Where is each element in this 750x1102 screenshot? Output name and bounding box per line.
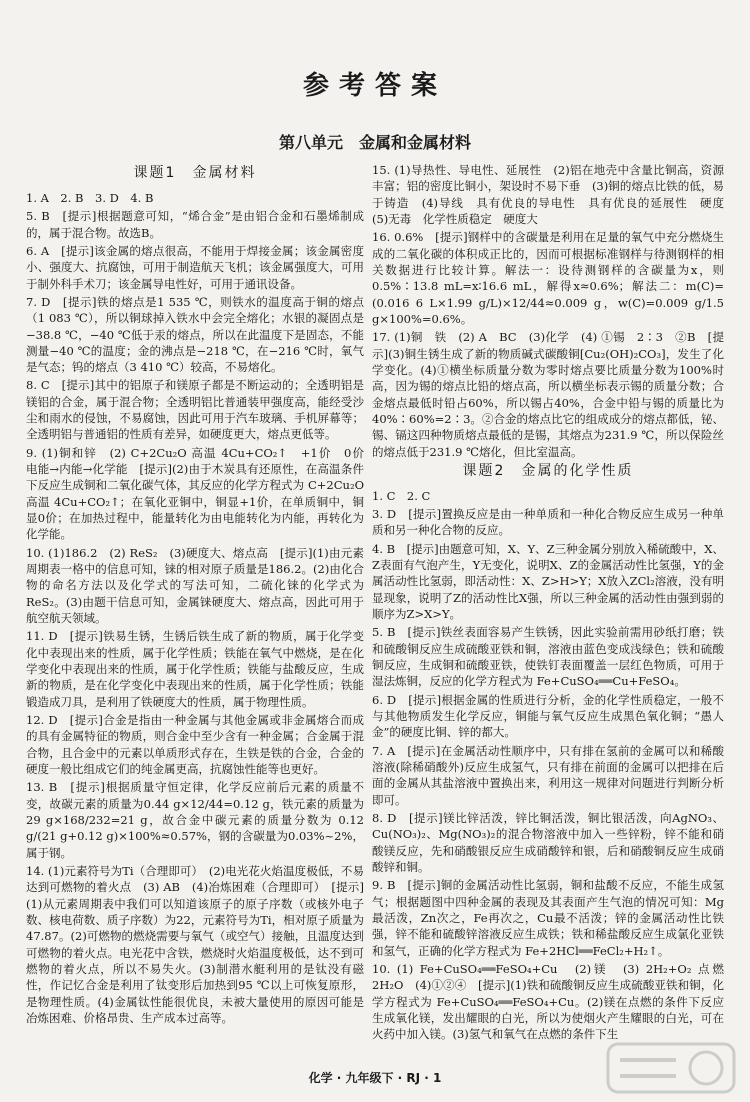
answer-item: 7. D [提示]铁的熔点是1 535 ℃，则铁水的温度高于铜的熔点（1 083 ℃），所以铜球掉入铁水中会完全熔化；水银的凝固点是−38.8 ℃，−40 ℃低于汞的熔点，所以在此温度下是固态，不能测量−40 ℃的温度；金的沸点是−218 ℃，在−216 ℃时，氧气是气态；钨的熔点（3 410 ℃）较高，不易熔化。 xyxy=(26,294,364,375)
answer-item: 11. D [提示]铁易生锈，生锈后铁生成了新的物质，属于化学变化中表现出来的性质，属于化学性质；铁能在氧气中燃烧，是在化学变化中表现出来的性质，属于化学性质；铁能与盐酸反应，生成新的物质，是在化学变化中表现出来的性质，属于化学性质；铁能锻造成刀具，是利用了铁硬度大的性质，属于物理性质。 xyxy=(26,629,364,709)
answer-item: 6. A [提示]该金属的熔点很高，不能用于焊接金属；该金属密度小、强度大、抗腐蚀，可用于制造航天飞机；该金属强度大，可用于制外科手术刀；该金属导电性好，可用于通讯设备。 xyxy=(26,243,364,291)
answer-item: 7. A [提示]在金属活动性顺序中，只有排在氢前的金属可以和稀酸溶液(除稀硝酸外)反应生成氢气，只有排在前面的金属可以把排在后面的金属从其盐溶液中置换出来，利用这一规律对问题进行判断分析即可。 xyxy=(372,743,724,807)
answer-item: 9. (1)铜和锌 (2) C+2Cu₂O 高温 4Cu+CO₂↑ +1价 0价 电能→内能→化学能 [提示](2)由于木炭具有还原性，在高温条件下反应生成铜和二氧化碳气体，其反应的化学方程式为 C+2Cu₂O 高温 4Cu+CO₂↑；在氧化亚铜中，铜显+1价，在单质铜中，铜显0价；在加热过程中，能量转化为由电能转化为内能，再转化为化学能。 xyxy=(26,445,376,542)
page-footer: 化学 · 九年级下 · RJ · 1 xyxy=(308,1071,442,1085)
answer-item: 16. 0.6% [提示]钢样中的含碳量是利用在足量的氧气中充分燃烧生成的二氧化碳的体积成正比的，因而可根据标准钢样与待测钢样的相关数据进行比较计算。解法一：设待测钢样的含碳量为x，则0.5%∶13.8 mL=x∶16.6 mL，解得x≈0.6%；解法二：m(C)=(0.016 6 L×1.99 g/L)×12/44≈0.009 g，w(C)=0.009 g/1.5 g×100%=0.6%。 xyxy=(372,230,724,326)
answer-item: 6. D [提示]根据金属的性质进行分析，金的化学性质稳定，一般不与其他物质发生化学反应，铜能与氧气反应生成黑色氧化铜；“愚人金”的硬度比铜、锌的都大。 xyxy=(372,692,724,740)
answer-item: 5. B [提示]铁丝表面容易产生铁锈，因此实验前需用砂纸打磨；铁和硫酸铜反应生成硫酸亚铁和铜，溶液由蓝色变成浅绿色；铁和硫酸铜反应，生成铜和硫酸亚铁，使铁钉表面覆盖一层红色物质，可用于湿法炼铜，反应的化学方程式为 Fe+CuSO₄══Cu+FeSO₄。 xyxy=(372,625,724,689)
answer-item: 3. D [提示]置换反应是由一种单质和一种化合物反应生成另一种单质和另一种化合物的反应。 xyxy=(372,507,724,538)
answer-item: 15. (1)导热性、导电性、延展性 (2)铝在地壳中含量比铜高，资源丰富；铝的密度比铜小，架设时不易下垂 (3)铜的熔点比铁的低，易于铸造 (4)导线 具有优良的导电性 具有优良的延展性 硬度 (5)无毒 化学性质稳定 硬度大 xyxy=(372,163,736,226)
page-title: 参考答案 xyxy=(302,71,447,101)
answer-item: 1. C 2. C xyxy=(372,488,431,503)
right-column xyxy=(372,162,736,1045)
answer-item: 12. D [提示]合金是指由一种金属与其他金属或非金属熔合而成的具有金属特征的物质，则合金中至少含有一种金属；合金属于混合物，且合金中的元素以单质形式存在，生铁是铁的合金，合金的硬度一般比组成它们的纯金属更高，抗腐蚀性能等也更好。 xyxy=(26,713,364,777)
answer-item: 8. C [提示]其中的铝原子和镁原子都是不断运动的；全透明铝是镁铝的合金，属于混合物；全透明铝比普通装甲强度高，能经受沙尘和雨水的侵蚀，不易腐蚀，因此可用于汽车玻璃、手机屏幕等；全透明铝与普通铝的性质有差异，如硬度更大，熔点更低等。 xyxy=(26,378,364,442)
unit-title: 第八单元 金属和金属材料 xyxy=(278,133,471,152)
answer-item: 13. B [提示]根据质量守恒定律，化学反应前后元素的质量不变，故碳元素的质量为0.44 g×12/44=0.12 g，铁元素的质量为29 g×168/232=21 g，故合金中碳元素的质量分数为 0.12 g/(21 g+0.12 g)×100%≈0.57%，钢的含碳量为0.03%~2%，属于钢。 xyxy=(26,780,364,860)
answer-item: 4. B [提示]由题意可知，X、Y、Z三种金属分别放入稀硫酸中，X、Z表面有气泡产生，Y无变化，说明X、Z的金属活动性比氢强，Y的金属活动性比氢弱，即活动性：X、Z>H>Y；X放入ZCl₂溶液，没有明显现象，说明了Z的活动性比X强，所以三种金属的活动性由强到弱的顺序为Z>X>Y。 xyxy=(372,541,724,622)
answer-item: 1. A 2. B 3. D 4. B xyxy=(26,190,154,205)
lesson-heading: 课题1 金属材料 xyxy=(133,165,257,181)
answer-item: 10. (1) Fe+CuSO₄══FeSO₄+Cu (2)镁 (3) 2H₂+O₂ 点燃 2H₂O (4)①②④ [提示](1)铁和硫酸铜反应生成硫酸亚铁和铜，化学方程式为 Fe+CuSO₄══FeSO₄+Cu。(2)镁在点燃的条件下反应生成氧化镁，发出耀眼的白光，所以为使烟火产生耀眼的白光，可在火药中加入镁。(3)氢气和氧气在点燃的条件下生 xyxy=(372,961,724,1042)
answer-item: 14. (1)元素符号为Ti（合理即可） (2)电光花火焰温度极低，不易达到可燃物的着火点 (3) AB (4)冶炼困难（合理即可） [提示](1)从元素周期表中我们可以知道该原子的原子序数（或核外电子数、核电荷数、质子序数）为22，元素符号为Ti，相对原子质量为47.87。(2)可燃物的燃烧需要与氧气（或空气）接触，且温度达到可燃物的着火点。电光花中含铁，燃烧时火焰温度极低，达不到可燃物的着火点，所以不易失火。(3)制潜水艇利用的是钛没有磁性，作记忆合金是利用了钛变形后加热到95 ℃以上可恢复原形，是物理性质。(4)金属钛性能很优良，未被大量使用的原因可能是冶炼困难、价格昂贵、生产成本过高等。 xyxy=(26,864,364,1025)
left-column xyxy=(26,162,376,1028)
answer-item: 8. D [提示]镁比锌活泼，锌比铜活泼，铜比银活泼，向AgNO₃、Cu(NO₃)₂、Mg(NO₃)₂的混合物溶液中加入一些锌粉，锌不能和硝酸镁反应，先和硝酸银反应生成硝酸锌和银，后和硝酸铜反应生成硝酸锌和铜。 xyxy=(372,811,724,874)
answer-item: 5. B [提示]根据题意可知，“烯合金”是由铝合金和石墨烯制成的，属于混合物。故选B。 xyxy=(26,209,364,240)
watermark-logo xyxy=(606,1040,736,1096)
lesson-heading: 课题2 金属的化学性质 xyxy=(462,462,634,479)
answer-item: 10. (1)186.2 (2) ReS₂ (3)硬度大、熔点高 [提示](1)由元素周期表一格中的信息可知，铼的相对原子质量是186.2。(2)由化合物的命名方法以及化学式的写法可知，二硫化铼的化学式为ReS₂。(3)由题干信息可知，金属铼硬度大、熔点高，因此可用于航空航天领域。 xyxy=(26,545,364,626)
answer-item: 17. (1)铜 铁 (2) A BC (3)化学 (4) ①锡 2∶3 ②B [提示](3)铜生锈生成了新的物质碱式碳酸铜[Cu₂(OH)₂CO₃]，发生了化学变化。(4)①横坐标质量分数为零时熔点要比质量分数为100%时高，因为锡的熔点比铅的熔点高，所以横坐标表示锡的质量分数；合金熔点最低时铅占60%，所以锡占40%，合金中铅与锡的质量比为40%∶60%=2∶3。②合金的熔点比它的组成成分的熔点都低，铋、锡、镉这四种物质熔点最低的是锡，其熔点为231.9 ℃，所以保险丝的熔点低于231.9 ℃熔化，但比室温高。 xyxy=(372,330,724,459)
answer-item: 9. B [提示]铜的金属活动性比氢弱，铜和盐酸不反应，不能生成氢气；根据题图中四种金属的表现及其表面产生气泡的情况可知：Mg最活泼，Zn次之，Fe再次之，Cu最不活泼；锌的金属活动性比铁强，锌不能和硫酸锌溶液反应生成铁；铁和稀盐酸反应生成氯化亚铁和氢气，正确的化学方程式为 Fe+2HCl══FeCl₂+H₂↑。 xyxy=(372,878,724,958)
